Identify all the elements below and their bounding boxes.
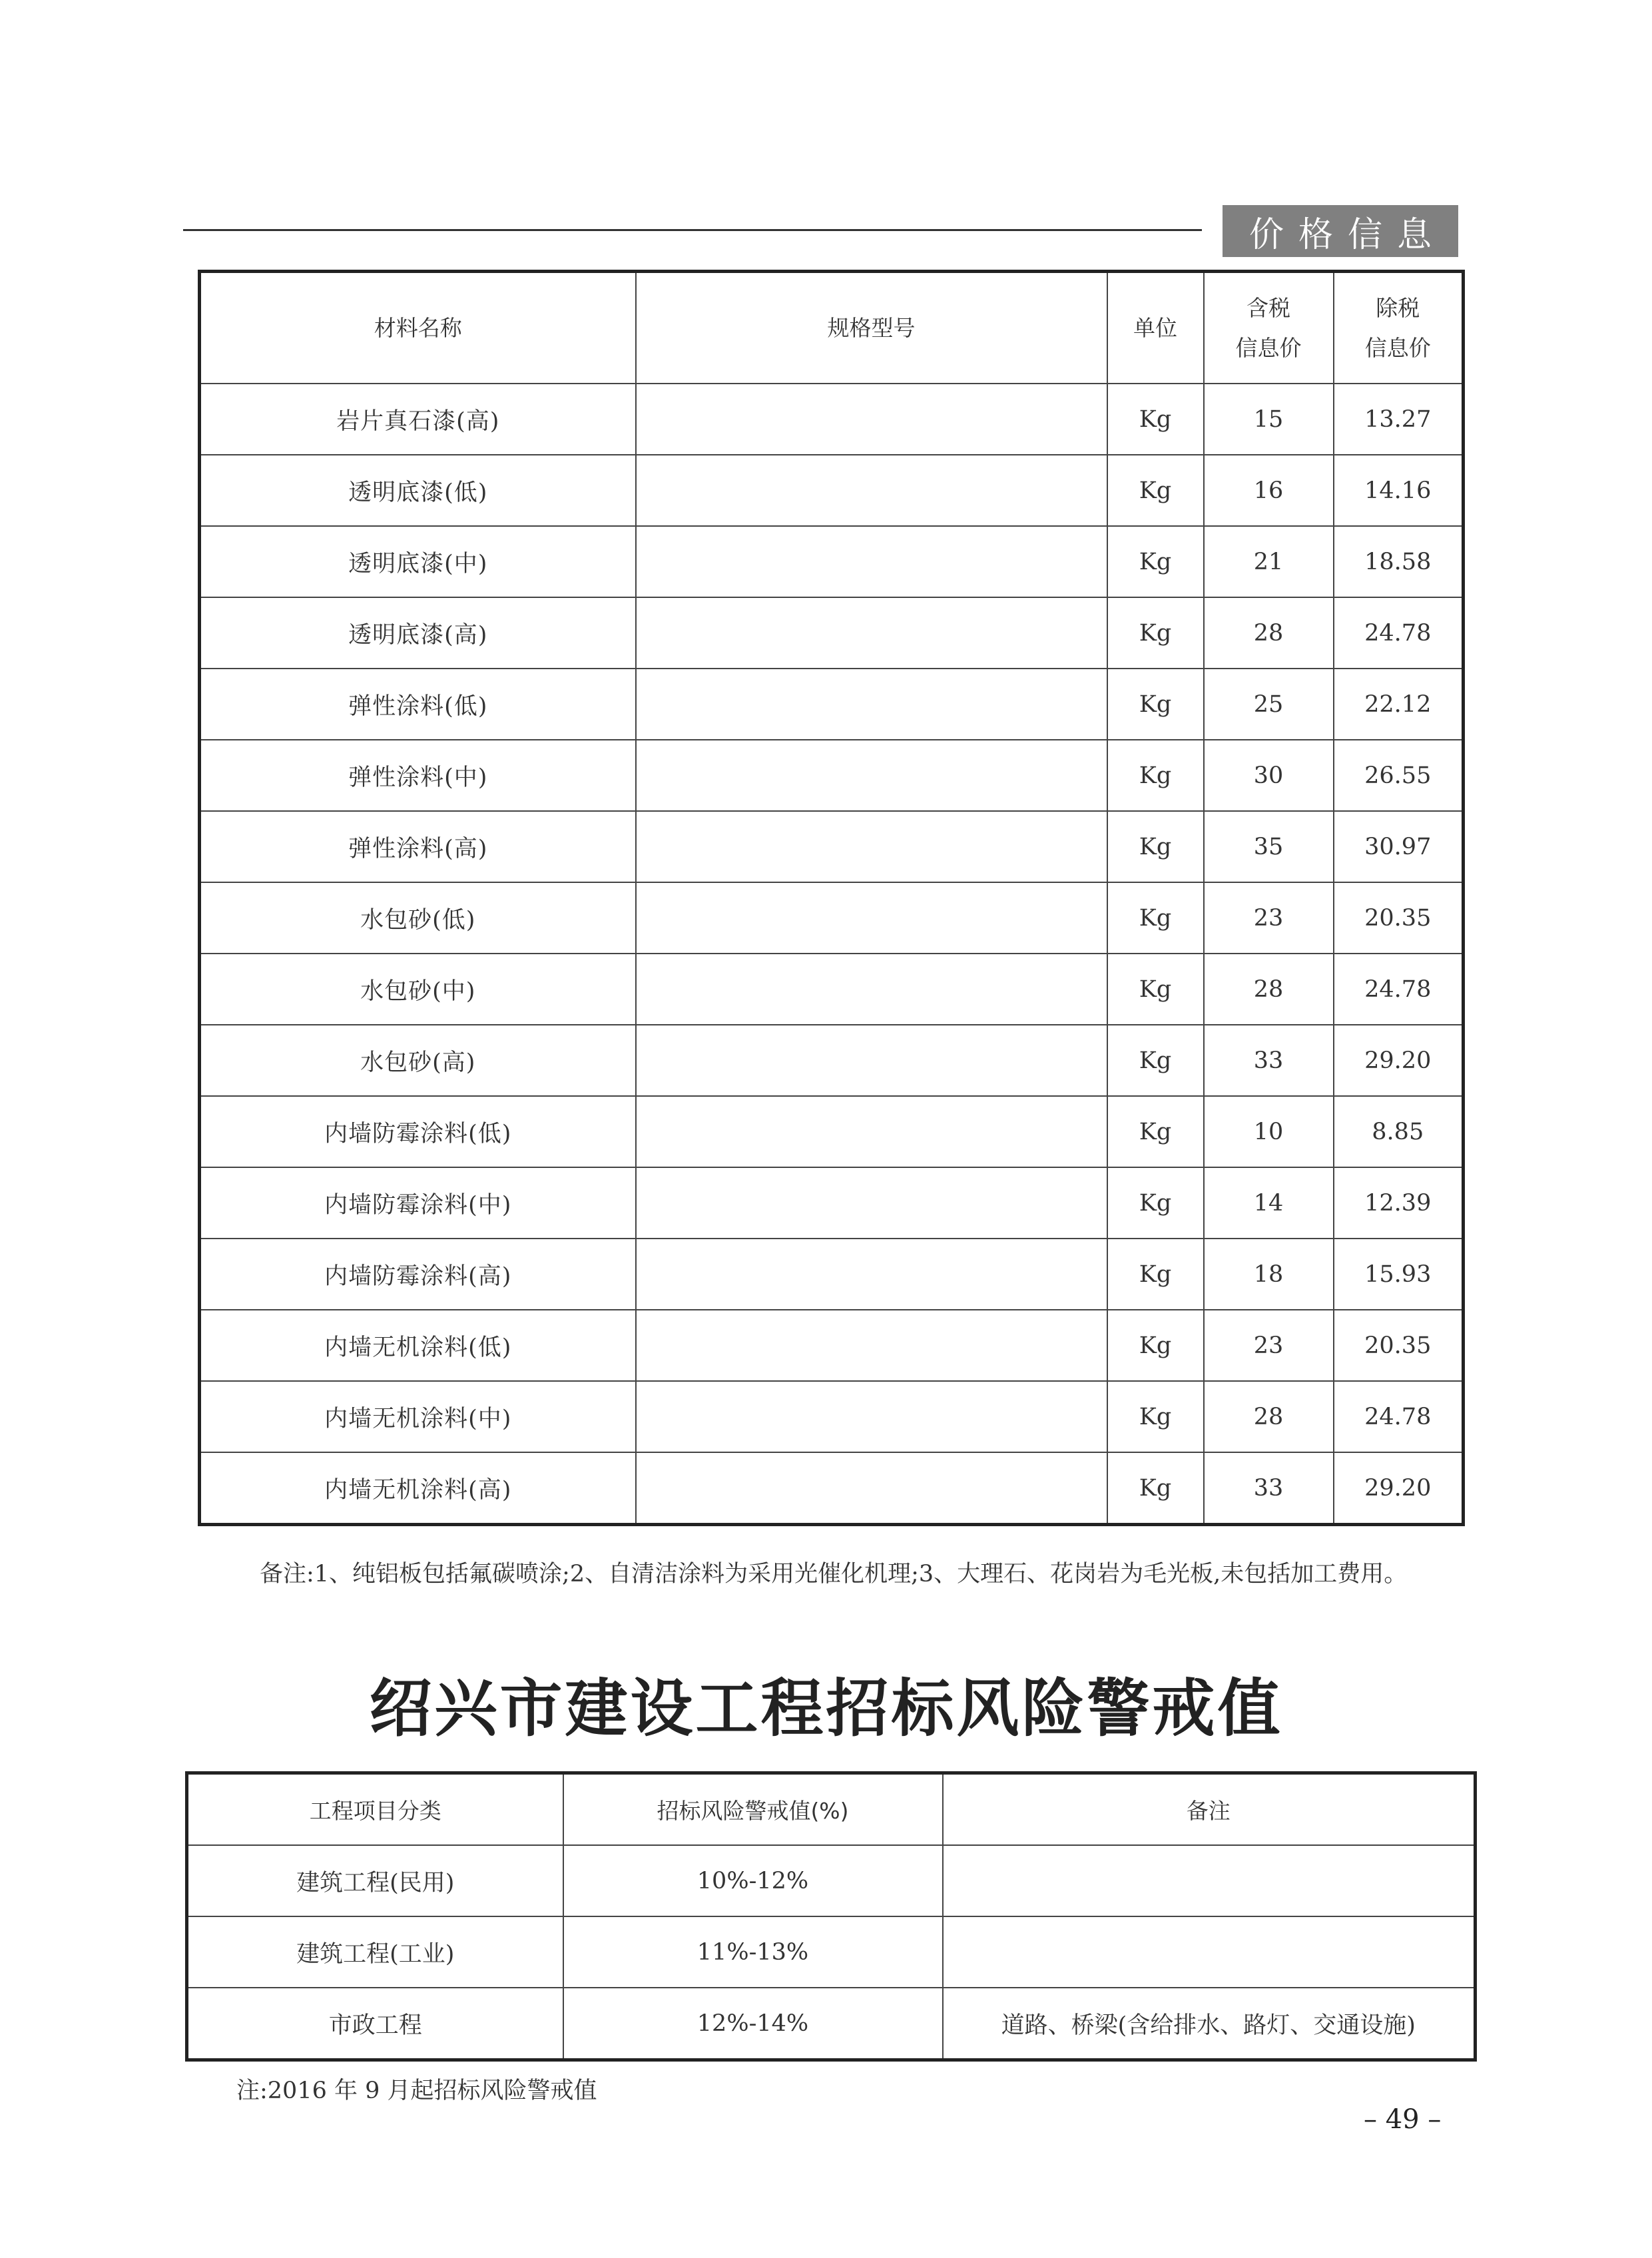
unit-cell: Kg: [1107, 954, 1204, 1025]
tax-excl-price-cell: 15.93: [1334, 1239, 1464, 1310]
tax-incl-price-cell: 28: [1204, 1381, 1334, 1452]
material-name-cell: 内墙防霉涂料(高): [200, 1239, 636, 1310]
unit-cell: Kg: [1107, 597, 1204, 669]
table-row: [187, 1988, 1476, 2060]
spec-cell: [636, 882, 1107, 954]
spec-cell: [636, 384, 1107, 455]
col-header-tax-excl-line2: 信息价: [1364, 334, 1431, 361]
col-header-tax-excl-line1: 除税: [1376, 294, 1420, 321]
unit-cell: Kg: [1107, 1096, 1204, 1167]
table-row: [200, 740, 1464, 811]
tax-excl-price-cell: 20.35: [1334, 1310, 1464, 1381]
tax-excl-price-cell: 18.58: [1334, 526, 1464, 597]
col-header-unit: 单位: [1107, 272, 1204, 384]
tax-excl-price-cell: 24.78: [1334, 1381, 1464, 1452]
material-name-cell: 内墙无机涂料(低): [200, 1310, 636, 1381]
table-row: [200, 1310, 1464, 1381]
table-row: [200, 384, 1464, 455]
tax-incl-price-cell: 23: [1204, 882, 1334, 954]
unit-cell: Kg: [1107, 1310, 1204, 1381]
table-row: [200, 1096, 1464, 1167]
spec-cell: [636, 1310, 1107, 1381]
tax-incl-price-cell: 25: [1204, 669, 1334, 740]
material-name-cell: 岩片真石漆(高): [200, 384, 636, 455]
material-name-cell: 透明底漆(低): [200, 455, 636, 526]
material-name-cell: 水包砂(高): [200, 1025, 636, 1096]
tax-incl-price-cell: 15: [1204, 384, 1334, 455]
table-row: [200, 1452, 1464, 1525]
col-header-tax-excl: [1334, 272, 1464, 384]
table-row: [200, 1239, 1464, 1310]
unit-cell: Kg: [1107, 455, 1204, 526]
price-table: [198, 270, 1465, 1526]
material-name-cell: 内墙防霉涂料(低): [200, 1096, 636, 1167]
unit-cell: Kg: [1107, 1239, 1204, 1310]
col-header-tax-incl: [1204, 272, 1334, 384]
threshold-cell: 12%-14%: [563, 1988, 943, 2060]
material-name-cell: 内墙无机涂料(高): [200, 1452, 636, 1525]
category-cell: 建筑工程(工业): [187, 1916, 563, 1988]
tax-excl-price-cell: 12.39: [1334, 1167, 1464, 1239]
tax-incl-price-cell: 30: [1204, 740, 1334, 811]
risk-note: 注:2016 年 9 月起招标风险警戒值: [236, 2078, 597, 2104]
table-row: [200, 1025, 1464, 1096]
unit-cell: Kg: [1107, 811, 1204, 882]
col-header-category: 工程项目分类: [187, 1773, 563, 1846]
col-header-name: 材料名称: [200, 272, 636, 384]
header-rule: [183, 229, 1202, 231]
material-name-cell: 弹性涂料(低): [200, 669, 636, 740]
spec-cell: [636, 597, 1107, 669]
table-row: [200, 882, 1464, 954]
unit-cell: Kg: [1107, 669, 1204, 740]
spec-cell: [636, 1452, 1107, 1525]
section-label: 价格信息: [1223, 205, 1458, 257]
tax-incl-price-cell: 21: [1204, 526, 1334, 597]
tax-excl-price-cell: 8.85: [1334, 1096, 1464, 1167]
unit-cell: Kg: [1107, 882, 1204, 954]
unit-cell: Kg: [1107, 1025, 1204, 1096]
risk-section-title: 绍兴市建设工程招标风险警戒值: [369, 1672, 1283, 1745]
tax-incl-price-cell: 23: [1204, 1310, 1334, 1381]
col-header-spec: 规格型号: [636, 272, 1107, 384]
col-header-tax-incl-line1: 含税: [1246, 294, 1290, 321]
remark-cell: [943, 1845, 1476, 1916]
material-name-cell: 水包砂(低): [200, 882, 636, 954]
spec-cell: [636, 455, 1107, 526]
risk-table: [185, 1771, 1477, 2062]
tax-incl-price-cell: 28: [1204, 954, 1334, 1025]
table-row: [200, 954, 1464, 1025]
tax-incl-price-cell: 28: [1204, 597, 1334, 669]
unit-cell: Kg: [1107, 526, 1204, 597]
threshold-cell: 11%-13%: [563, 1916, 943, 1988]
spec-cell: [636, 1167, 1107, 1239]
col-header-remark: 备注: [943, 1773, 1476, 1846]
tax-excl-price-cell: 24.78: [1334, 954, 1464, 1025]
tax-incl-price-cell: 14: [1204, 1167, 1334, 1239]
price-table-header-row: [200, 272, 1464, 384]
unit-cell: Kg: [1107, 740, 1204, 811]
tax-incl-price-cell: 10: [1204, 1096, 1334, 1167]
table-row: [200, 597, 1464, 669]
risk-table-header-row: [187, 1773, 1476, 1846]
price-note: 备注:1、纯铝板包括氟碳喷涂;2、自清洁涂料为采用光催化机理;3、大理石、花岗岩为毛光板,未包括加工费用。: [260, 1561, 1408, 1587]
category-cell: 市政工程: [187, 1988, 563, 2060]
table-row: [187, 1845, 1476, 1916]
remark-cell: [943, 1916, 1476, 1988]
material-name-cell: 透明底漆(中): [200, 526, 636, 597]
unit-cell: Kg: [1107, 1452, 1204, 1525]
tax-excl-price-cell: 24.78: [1334, 597, 1464, 669]
spec-cell: [636, 1239, 1107, 1310]
tax-excl-price-cell: 20.35: [1334, 882, 1464, 954]
tax-excl-price-cell: 14.16: [1334, 455, 1464, 526]
tax-incl-price-cell: 35: [1204, 811, 1334, 882]
tax-incl-price-cell: 33: [1204, 1025, 1334, 1096]
material-name-cell: 内墙无机涂料(中): [200, 1381, 636, 1452]
table-row: [200, 811, 1464, 882]
spec-cell: [636, 669, 1107, 740]
tax-incl-price-cell: 16: [1204, 455, 1334, 526]
table-row: [200, 1167, 1464, 1239]
spec-cell: [636, 954, 1107, 1025]
tax-excl-price-cell: 13.27: [1334, 384, 1464, 455]
material-name-cell: 透明底漆(高): [200, 597, 636, 669]
unit-cell: Kg: [1107, 1167, 1204, 1239]
remark-cell: 道路、桥梁(含给排水、路灯、交通设施): [943, 1988, 1476, 2060]
tax-incl-price-cell: 18: [1204, 1239, 1334, 1310]
spec-cell: [636, 1381, 1107, 1452]
table-row: [200, 1381, 1464, 1452]
material-name-cell: 水包砂(中): [200, 954, 636, 1025]
spec-cell: [636, 740, 1107, 811]
threshold-cell: 10%-12%: [563, 1845, 943, 1916]
table-row: [200, 455, 1464, 526]
table-row: [200, 526, 1464, 597]
col-header-threshold: 招标风险警戒值(%): [563, 1773, 943, 1846]
table-row: [187, 1916, 1476, 1988]
tax-excl-price-cell: 30.97: [1334, 811, 1464, 882]
spec-cell: [636, 811, 1107, 882]
material-name-cell: 内墙防霉涂料(中): [200, 1167, 636, 1239]
tax-excl-price-cell: 22.12: [1334, 669, 1464, 740]
unit-cell: Kg: [1107, 384, 1204, 455]
tax-incl-price-cell: 33: [1204, 1452, 1334, 1525]
unit-cell: Kg: [1107, 1381, 1204, 1452]
tax-excl-price-cell: 29.20: [1334, 1025, 1464, 1096]
col-header-tax-incl-line2: 信息价: [1235, 334, 1302, 361]
page-number: – 49 –: [1364, 2104, 1442, 2135]
tax-excl-price-cell: 29.20: [1334, 1452, 1464, 1525]
material-name-cell: 弹性涂料(高): [200, 811, 636, 882]
category-cell: 建筑工程(民用): [187, 1845, 563, 1916]
spec-cell: [636, 1025, 1107, 1096]
tax-excl-price-cell: 26.55: [1334, 740, 1464, 811]
material-name-cell: 弹性涂料(中): [200, 740, 636, 811]
spec-cell: [636, 526, 1107, 597]
spec-cell: [636, 1096, 1107, 1167]
table-row: [200, 669, 1464, 740]
